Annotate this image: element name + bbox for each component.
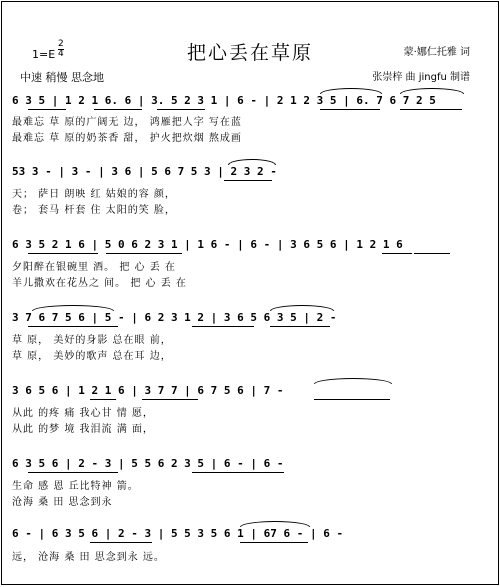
beam-line xyxy=(224,180,272,181)
lyric-line: 生命 感 恩 丘比特神 箭。 xyxy=(12,481,139,492)
lyric-line: 天； 萨日 朗映 红 姑娘的容 颜， xyxy=(12,189,176,200)
lyric-line: 夕阳醉在银碗里 酒。 把 心 丢 在 xyxy=(12,262,176,273)
lyric-line: 最难忘 草 原的广阔无 边， 鸿雁把人字 写在蓝 xyxy=(12,117,242,128)
beam-line xyxy=(314,399,390,400)
meter-top: 2 xyxy=(58,39,64,49)
slur-mark xyxy=(240,521,310,527)
beam-line xyxy=(157,109,205,110)
beam-line xyxy=(382,253,412,254)
song-title: 把心丢在草原 xyxy=(186,42,313,64)
score-line: 6 - | 6 3 5 6 | 2 - 3 | 5 5 3 5 6 1 | 67 6 - | 6 - xyxy=(12,527,344,540)
slur-mark xyxy=(32,305,114,311)
slur-mark xyxy=(320,88,382,94)
score-line: 6 3 5 6 | 2 - 3 | 5 5 6 2 3 5 | 6 - | 6 - xyxy=(12,457,284,470)
beam-line xyxy=(94,109,142,110)
score-line: 6 3 5 | 1 2 1 6. 6 | 3. 5 2 3 1 | 6 - | 2 1 2 3 5 | 6. 7 6 7 2 5 xyxy=(12,94,436,107)
beam-line xyxy=(28,326,118,327)
lyric-line: 最难忘 草 原的奶茶香 甜， 护火把炊烟 熬成画 xyxy=(12,133,242,144)
beam-line xyxy=(414,253,450,254)
beam-line xyxy=(28,109,66,110)
slur-mark xyxy=(400,88,464,94)
slur-mark xyxy=(270,305,334,311)
time-signature xyxy=(58,40,64,59)
lyric-line: 从此 的梦 境 我泪流 满 面， xyxy=(12,424,154,435)
lyric-line: 远， 沧海 桑 田 思念到永 远。 xyxy=(12,552,165,563)
composer-credit: 张崇梓 曲 jingfu 制谱 xyxy=(372,72,470,83)
score-line: 53 3 - | 3 - | 3 6 | 5 6 7 5 3 | 2 3 2 - xyxy=(12,165,277,178)
beam-line xyxy=(142,399,198,400)
beam-line xyxy=(192,472,284,473)
beam-line xyxy=(106,253,182,254)
lyric-line: 沧海 桑 田 思念到永 xyxy=(12,497,113,508)
score-line: 3 7 6 7 5 6 | 5 - | 6 2 3 1 2 | 3 6 5 6 3 5 | 2 - xyxy=(12,311,337,324)
lyric-line: 羊儿撒欢在花丛之 间。 把 心 丢 在 xyxy=(12,278,187,289)
score-line: 6 3 5 2 1 6 | 5 0 6 2 3 1 | 1 6 - | 6 - | 3 6 5 6 | 1 2 1 6 xyxy=(12,238,403,251)
beam-line xyxy=(192,326,254,327)
lyric-line: 草 原， 美妙的歌声 总在耳 边， xyxy=(12,351,172,362)
beam-line xyxy=(320,109,380,110)
beam-line xyxy=(28,253,98,254)
slur-mark xyxy=(314,378,392,384)
beam-line xyxy=(400,109,462,110)
lyric-line: 从此 的疼 痛 我心甘 情 愿， xyxy=(12,408,154,419)
tempo-marking: 中速 稍慢 思念地 xyxy=(20,71,104,84)
beam-line xyxy=(28,472,118,473)
key-signature: 1=E xyxy=(32,48,56,61)
slur-mark xyxy=(228,159,276,165)
beam-line xyxy=(90,542,152,543)
lyricist-credit: 蒙·娜仁托雅 词 xyxy=(403,47,470,58)
meter-bottom: 4 xyxy=(58,49,64,59)
lyric-line: 卷； 套马 杆套 住 太阳的笑 脸， xyxy=(12,205,176,216)
beam-line xyxy=(90,399,116,400)
score-line: 3 6 5 6 | 1 2 1 6 | 3 7 7 | 6 7 5 6 | 7 - xyxy=(12,384,284,397)
beam-line xyxy=(270,326,330,327)
lyric-line: 草 原， 美好的身影 总在眼 前， xyxy=(12,335,172,346)
beam-line xyxy=(240,542,308,543)
sheet-music-page xyxy=(1,1,499,585)
